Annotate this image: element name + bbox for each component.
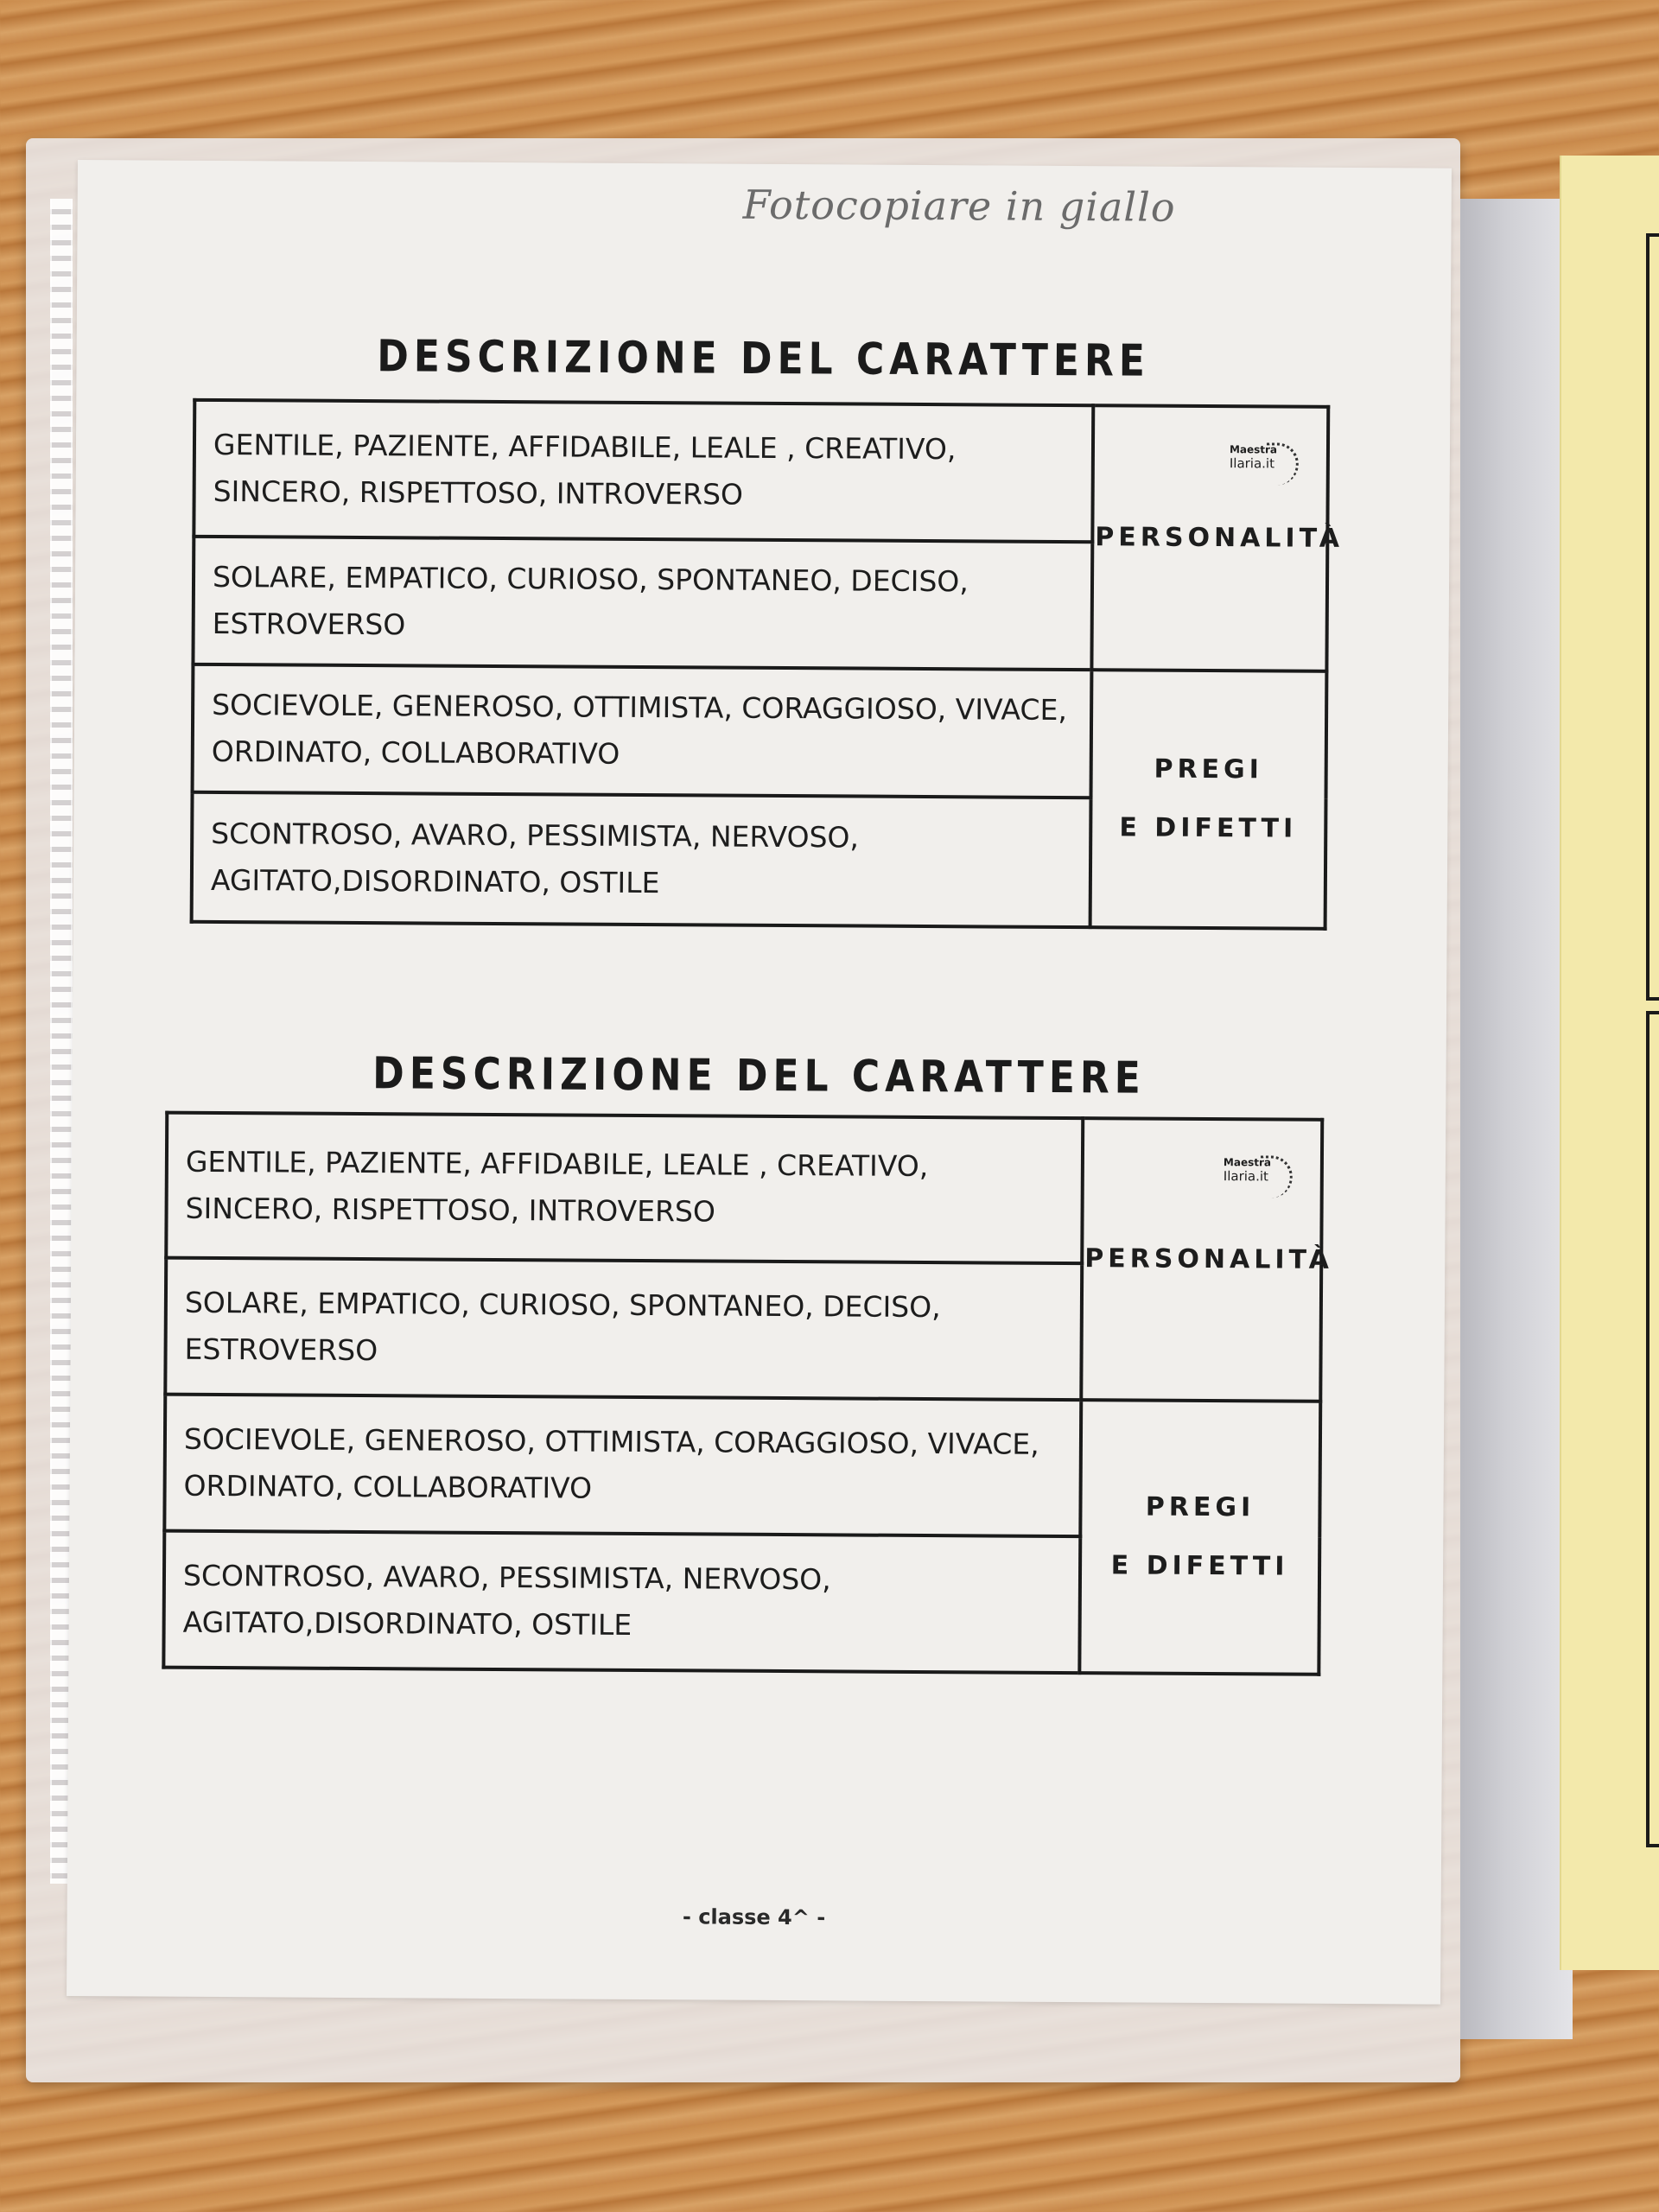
category-label-line1: PREGI — [1154, 753, 1264, 785]
category-personalita — [1091, 405, 1344, 671]
yellow-page-table-edge — [1646, 233, 1659, 1001]
character-table — [162, 1111, 1334, 1676]
maestra-ilaria-logo: Maestra Ilaria.it — [1230, 442, 1299, 494]
word-list-cell: GENTILE, PAZIENTE, AFFIDABILE, LEALE , CREATIVO, SINCERO, RISPETTOSO, INTROVERSO — [194, 400, 1093, 542]
word-list-cell: SOCIEVOLE, GENEROSO, OTTIMISTA, CORAGGIOSO, VIVACE, ORDINATO, COLLABORATIVO — [193, 664, 1092, 798]
word-list-cell: SOLARE, EMPATICO, CURIOSO, SPONTANEO, DECISO, ESTROVERSO — [193, 537, 1092, 670]
worksheet-page — [67, 160, 1452, 2005]
category-label: PERSONALITÀ — [1095, 522, 1344, 554]
word-list-cell: SCONTROSO, AVARO, PESSIMISTA, NERVOSO, AGITATO,DISORDINATO, OSTILE — [192, 792, 1091, 927]
maestra-ilaria-logo: Maestra Ilaria.it — [1224, 1155, 1293, 1207]
sheet-title: DESCRIZIONE DEL CARATTERE — [377, 331, 1151, 387]
binder-spine — [1460, 199, 1573, 2039]
category-label: PERSONALITÀ — [1084, 1243, 1334, 1275]
class-footer: - classe 4^ - — [682, 1904, 826, 1930]
word-list-cell: GENTILE, PAZIENTE, AFFIDABILE, LEALE , CREATIVO, SINCERO, RISPETTOSO, INTROVERSO — [166, 1113, 1083, 1263]
category-pregi-difetti — [1090, 670, 1327, 929]
word-list-cell: SCONTROSO, AVARO, PESSIMISTA, NERVOSO, AGITATO,DISORDINATO, OSTILE — [163, 1531, 1080, 1673]
category-pregi-difetti — [1079, 1400, 1320, 1675]
character-table — [190, 398, 1344, 931]
category-label-line2: E DIFETTI — [1110, 1550, 1289, 1582]
category-label-line2: E DIFETTI — [1119, 812, 1298, 844]
yellow-facing-page — [1560, 156, 1659, 1970]
category-personalita — [1081, 1118, 1334, 1402]
yellow-page-table-edge — [1646, 1011, 1659, 1847]
word-list-cell: SOCIEVOLE, GENEROSO, OTTIMISTA, CORAGGIOSO, VIVACE, ORDINATO, COLLABORATIVO — [164, 1395, 1081, 1536]
sheet-title: DESCRIZIONE DEL CARATTERE — [372, 1048, 1146, 1104]
category-label-line1: PREGI — [1145, 1491, 1255, 1523]
handwritten-note: Fotocopiare in giallo — [742, 181, 1176, 231]
word-list-cell: SOLARE, EMPATICO, CURIOSO, SPONTANEO, DECISO, ESTROVERSO — [165, 1258, 1082, 1400]
